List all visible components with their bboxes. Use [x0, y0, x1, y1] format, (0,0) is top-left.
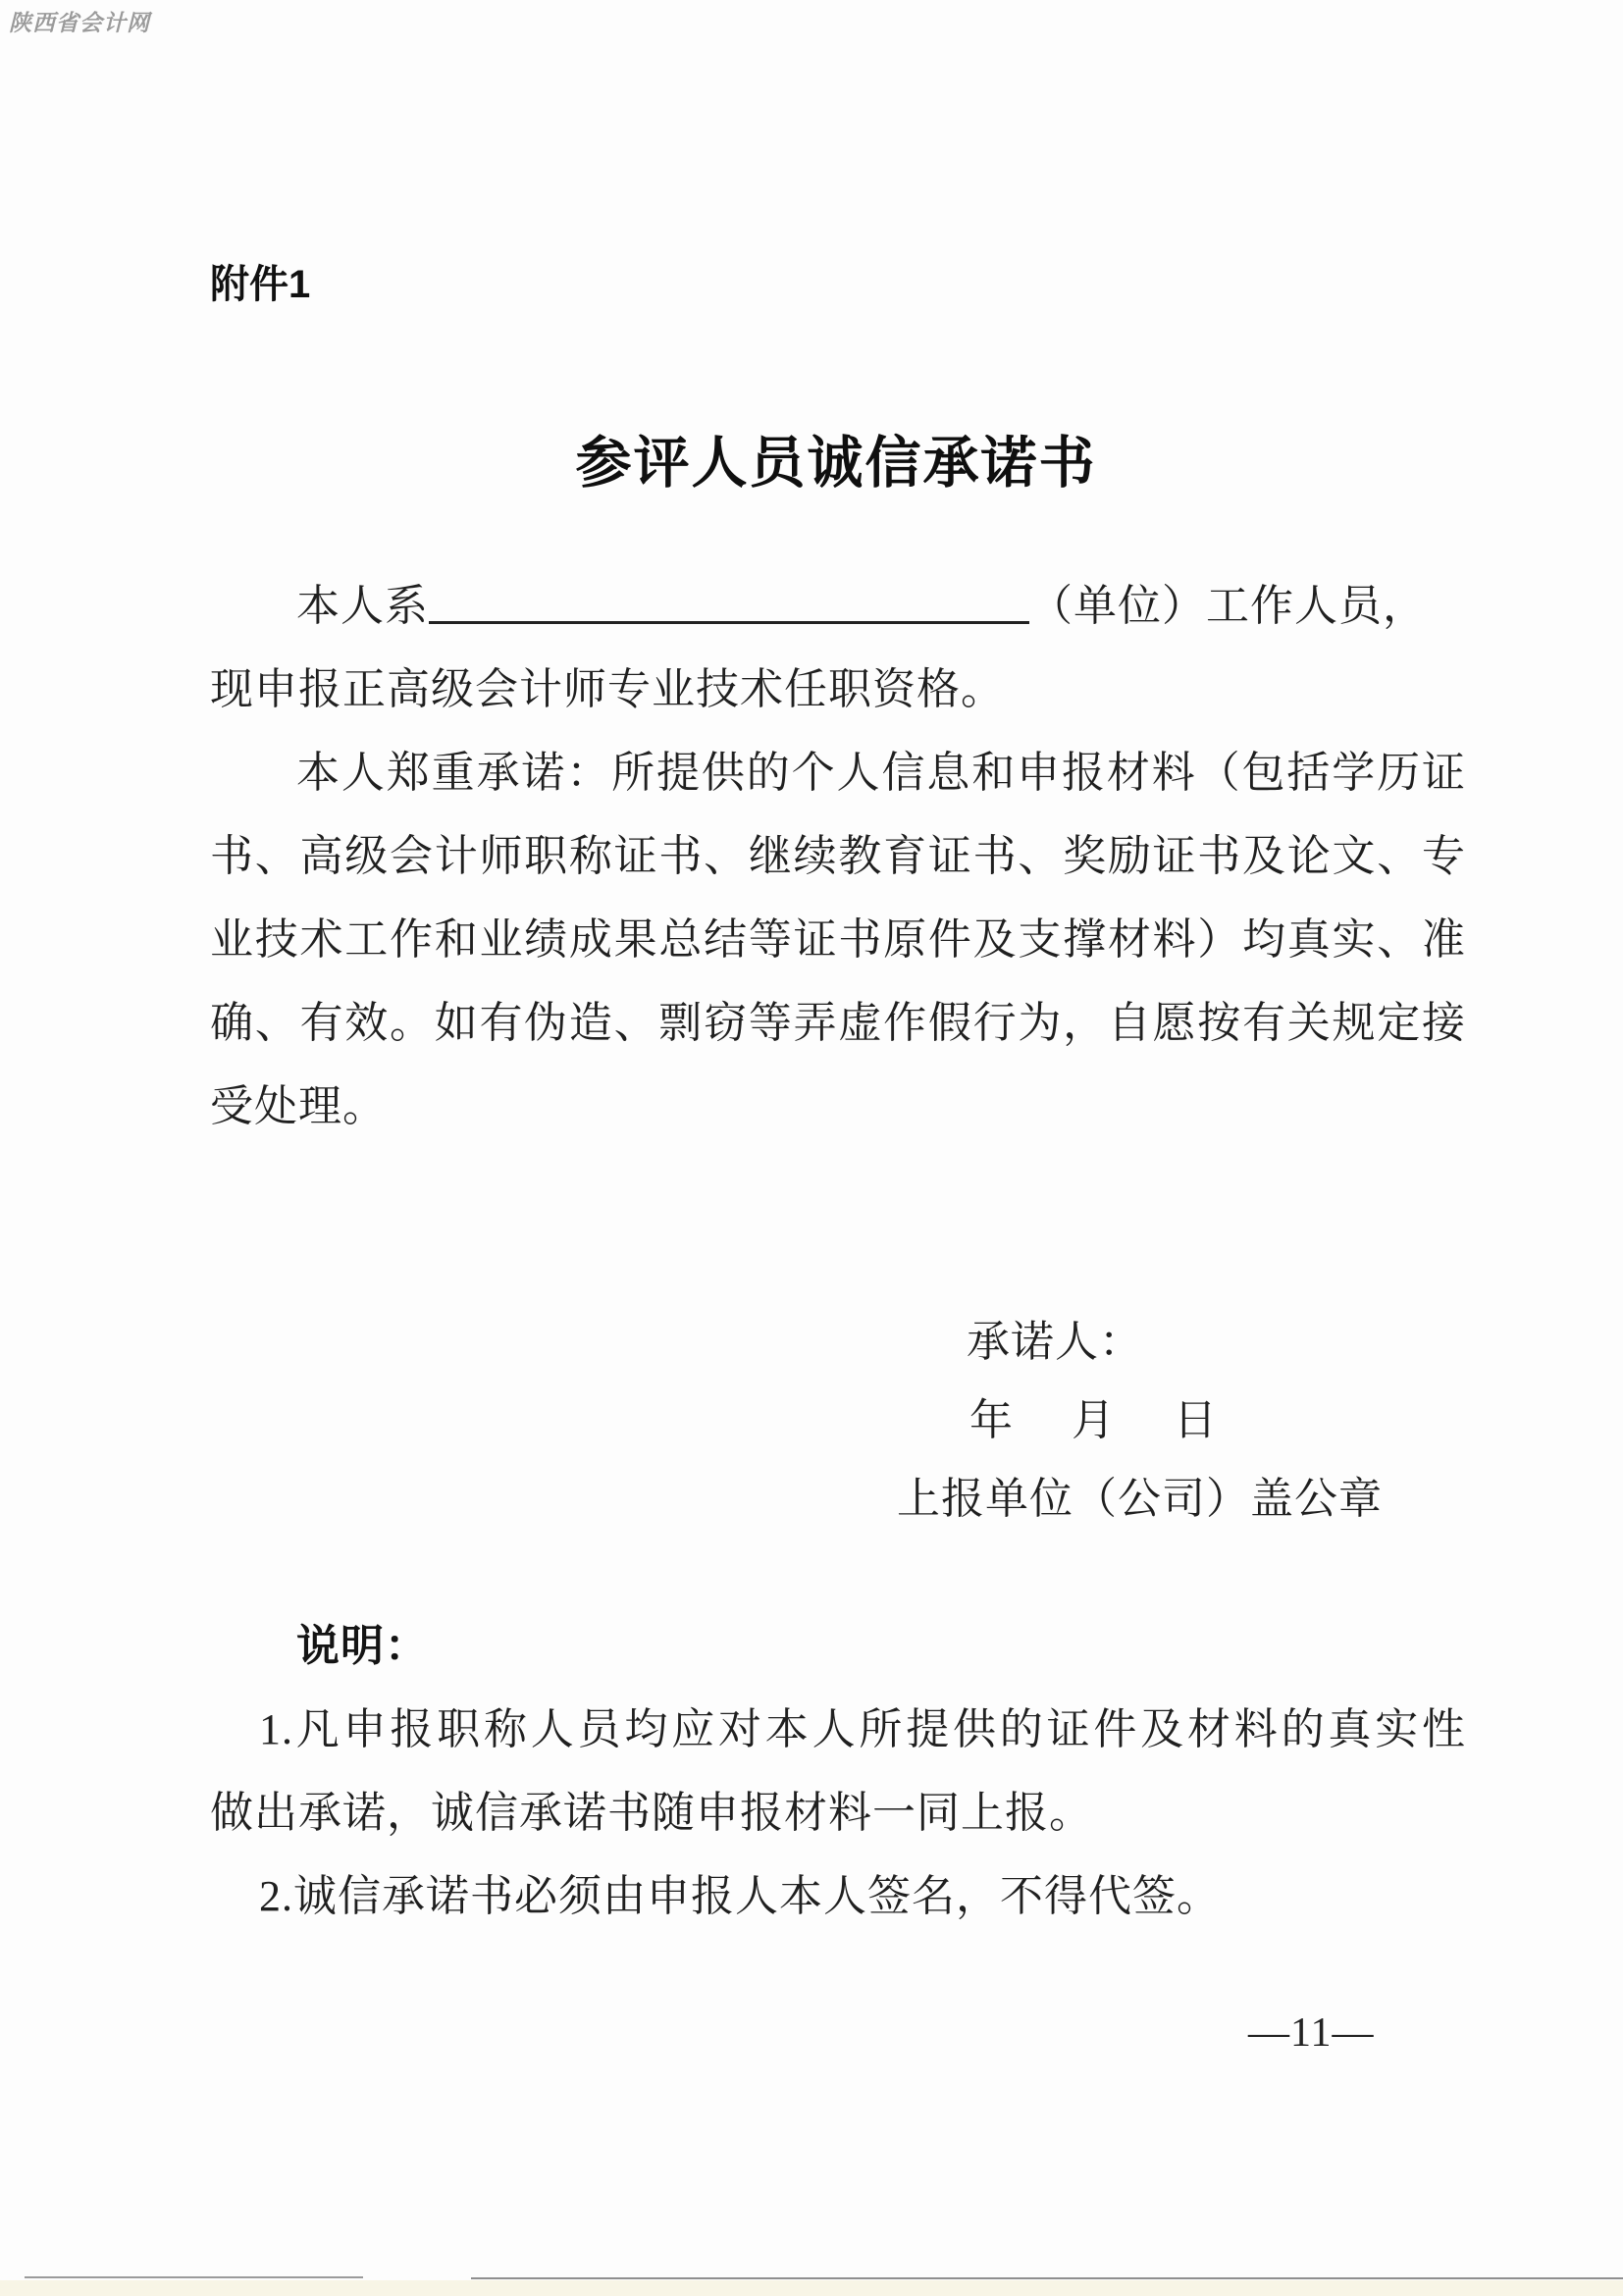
document-body — [210, 564, 1466, 1148]
body-line: 现申报正高级会计师专业技术任职资格。 — [210, 665, 1005, 713]
body-line: 业技术工作和业绩成果总结等证书原件及支撑材料）均真实、准 — [210, 915, 1466, 964]
stamp-line: 上报单位（公司）盖公章 — [897, 1475, 1383, 1523]
attachment-label: 附件1 — [210, 263, 311, 306]
notes-section — [210, 1604, 1466, 1938]
scan-edge-line — [25, 2276, 363, 2278]
document-title: 参评人员诚信承诺书 — [575, 433, 1097, 495]
body-line: 确、有效。如有伪造、剽窃等弄虚作假行为，自愿按有关规定接 — [210, 999, 1466, 1047]
promiser-label: 承诺人： — [967, 1318, 1143, 1366]
site-watermark: 陕西省会计网 — [9, 10, 150, 35]
fill-in-prefix: 本人系 — [296, 582, 429, 630]
note-line: 做出承诺，诚信承诺书随申报材料一同上报。 — [210, 1789, 1093, 1837]
note-line: 2.诚信承诺书必须由申报人本人签名，不得代签。 — [259, 1872, 1221, 1920]
body-line: 受处理。 — [210, 1082, 387, 1130]
body-line: 书、高级会计师职称证书、继续教育证书、奖励证书及论文、专 — [210, 832, 1466, 880]
blank-underline — [429, 621, 1029, 624]
page-number: —11— — [1248, 2010, 1375, 2056]
notes-heading: 说明： — [296, 1622, 429, 1670]
fill-in-suffix: （单位）工作人员， — [1029, 582, 1427, 630]
body-line-fill-in — [210, 564, 1466, 648]
body-line: 本人郑重承诺：所提供的个人信息和申报材料（包括学历证 — [296, 749, 1466, 797]
date-line: 年 月 日 — [969, 1396, 1225, 1444]
scan-edge-band — [0, 2280, 1623, 2296]
note-line: 1.凡申报职称人员均应对本人所提供的证件及材料的真实性 — [259, 1705, 1466, 1753]
scan-edge-line — [471, 2277, 1623, 2279]
